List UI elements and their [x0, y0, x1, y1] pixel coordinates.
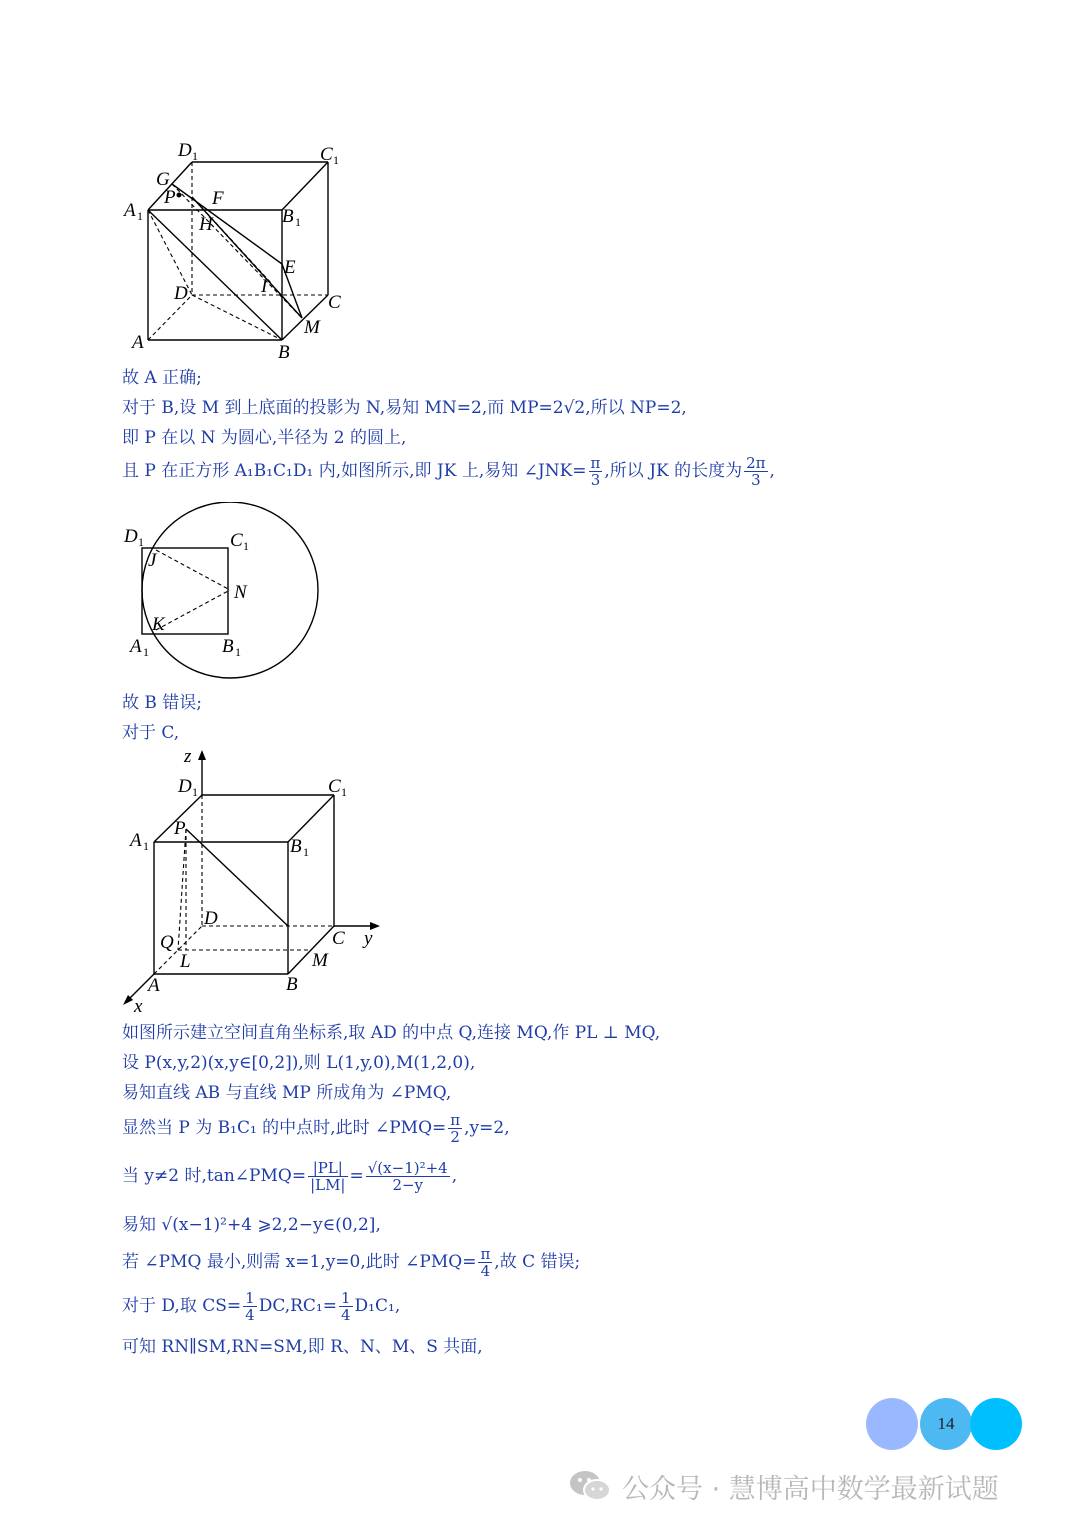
label-C: C	[332, 928, 345, 949]
svg-text:1: 1	[137, 209, 143, 223]
label-F: F	[212, 188, 224, 209]
label-M: M	[312, 950, 328, 971]
page-number: 14	[937, 1414, 955, 1433]
label-D1: D	[178, 140, 192, 161]
watermark	[568, 1466, 999, 1506]
label-K: K	[152, 614, 165, 635]
line-10: 显然当 P 为 B₁C₁ 的中点时,此时 ∠PMQ= $\frac{\pi}{2}$ ,y=2,	[122, 1111, 510, 1146]
figure-circle-square	[122, 502, 332, 682]
svg-text:1: 1	[333, 153, 339, 167]
svg-text:1: 1	[341, 785, 347, 799]
label-P: P	[174, 818, 186, 839]
label-A: A	[148, 975, 160, 996]
svg-text:1: 1	[235, 645, 241, 659]
svg-text:1: 1	[192, 785, 198, 799]
line-9: 易知直线 AB 与直线 MP 所成角为 ∠PMQ,	[122, 1083, 452, 1103]
badge-circle-3	[970, 1398, 1022, 1450]
label-C1: C	[230, 530, 243, 551]
badge-circle-1	[866, 1398, 918, 1450]
label-A: A	[132, 332, 144, 353]
label-A1: A	[124, 200, 136, 221]
line-3: 即 P 在以 N 为圆心,半径为 2 的圆上,	[122, 428, 407, 448]
svg-text:1: 1	[143, 839, 149, 853]
label-M: M	[304, 317, 320, 338]
figure-coordinate-cube	[118, 746, 388, 1016]
label-A1: A	[130, 636, 142, 657]
label-N: N	[234, 582, 247, 603]
label-z: z	[184, 746, 192, 767]
figure-cube-section	[122, 138, 362, 368]
label-A1: A	[130, 830, 142, 851]
label-H: H	[199, 214, 213, 235]
label-B: B	[278, 342, 290, 363]
line-11: 当 y≠2 时,tan∠PMQ= $\frac{|PL|}{|LM|}$ = $\frac{\text{√(x−1)²+4}}{2-y}$ ,	[122, 1159, 458, 1194]
label-L: L	[180, 951, 191, 972]
line-5: 故 B 错误;	[122, 693, 203, 713]
label-D1: D	[178, 776, 192, 797]
svg-text:1: 1	[243, 539, 249, 553]
label-G: G	[156, 169, 170, 190]
svg-text:1: 1	[192, 149, 198, 163]
label-J: J	[148, 550, 157, 571]
label-E: E	[284, 257, 296, 278]
label-B1: B	[290, 836, 302, 857]
line-6: 对于 C,	[122, 723, 180, 743]
label-D: D	[174, 283, 188, 304]
label-Q: Q	[160, 932, 174, 953]
label-C1: C	[328, 776, 341, 797]
svg-text:1: 1	[303, 845, 309, 859]
line-15: 可知 RN∥SM,RN=SM,即 R、N、M、S 共面,	[122, 1337, 483, 1357]
line-2: 对于 B,设 M 到上底面的投影为 N,易知 MN=2,而 MP=2√2,所以 NP=2,	[122, 398, 687, 418]
label-y: y	[364, 928, 373, 949]
svg-text:1: 1	[138, 535, 144, 549]
line-1: 故 A 正确;	[122, 368, 202, 388]
line-7: 如图所示建立空间直角坐标系,取 AD 的中点 Q,连接 MQ,作 PL ⊥ MQ,	[122, 1023, 661, 1043]
line-14: 对于 D,取 CS= $\frac{1}{4}$ DC,RC₁= $\frac{1}{4}$ D₁C₁,	[122, 1289, 401, 1324]
label-C1: C	[320, 144, 333, 165]
label-C: C	[328, 292, 341, 313]
label-B: B	[286, 974, 298, 995]
label-x: x	[134, 996, 143, 1016]
svg-text:1: 1	[295, 215, 301, 229]
line-8: 设 P(x,y,2)(x,y∈[0,2]),则 L(1,y,0),M(1,2,0),	[122, 1053, 476, 1073]
label-P: P	[164, 187, 176, 208]
label-D1: D	[124, 526, 138, 547]
line-4: 且 P 在正方形 A₁B₁C₁D₁ 内,如图所示,即 JK 上,易知 ∠JNK= $\frac{\pi}{3}$ ,所以 JK 的长度为 $\frac{2\pi}{3}$ ,	[122, 454, 775, 489]
label-I: I	[261, 276, 268, 297]
wechat-icon	[568, 1468, 612, 1504]
svg-text:1: 1	[143, 645, 149, 659]
watermark-text: 公众号 · 慧博高中数学最新试题	[622, 1473, 999, 1505]
label-D: D	[204, 908, 218, 929]
label-B1: B	[222, 636, 234, 657]
line-12: 易知 √(x−1)²+4 ⩾2,2−y∈(0,2],	[122, 1215, 381, 1235]
label-B1: B	[282, 206, 294, 227]
line-13: 若 ∠PMQ 最小,则需 x=1,y=0,此时 ∠PMQ= $\frac{\pi}{4}$ ,故 C 错误;	[122, 1245, 581, 1280]
